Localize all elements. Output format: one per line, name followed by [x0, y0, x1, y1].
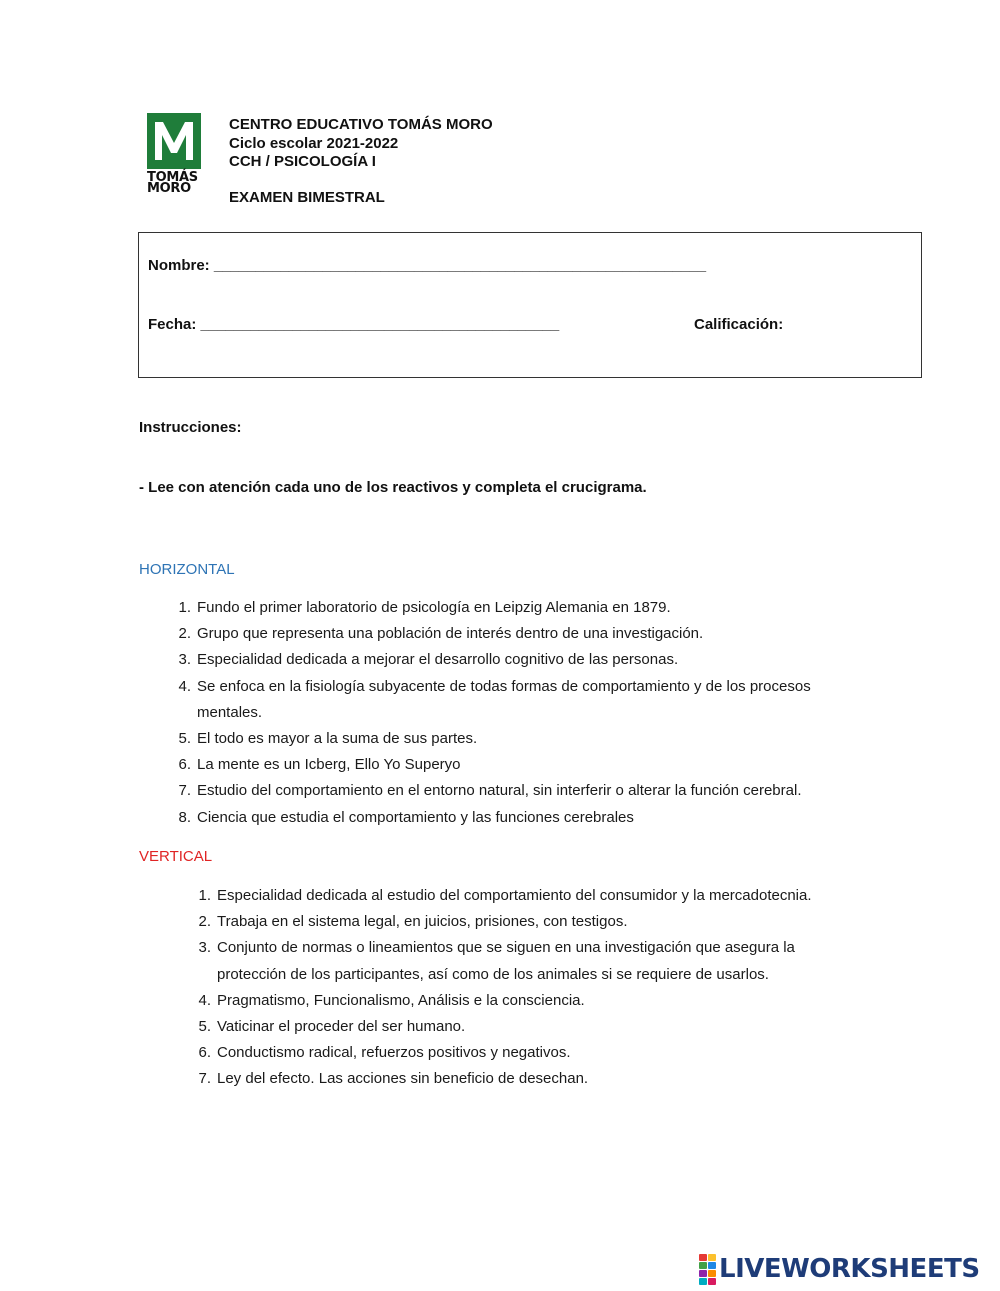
exam-title: EXAMEN BIMESTRAL — [229, 188, 385, 206]
clue-number: 7. — [178, 782, 191, 800]
clue-text: Fundo el primer laboratorio de psicología en Leipzig Alemania en 1879. — [197, 599, 671, 616]
clue-text: Trabaja en el sistema legal, en juicios, prisiones, con testigos. — [217, 913, 628, 931]
list-item — [178, 778, 857, 804]
clue-number: 3. — [178, 651, 191, 669]
clue-number: 1. — [178, 599, 191, 616]
school-name: CENTRO EDUCATIVO TOMÁS MORO — [229, 116, 493, 133]
clue-number: 7. — [198, 1070, 211, 1088]
clue-number: 3. — [198, 939, 211, 957]
school-logo — [147, 113, 203, 194]
clue-number: 2. — [198, 913, 211, 931]
clue-number: 5. — [198, 1018, 211, 1036]
tomas-moro-logo-icon — [147, 113, 201, 169]
watermark-text: LIVEWORKSHEETS — [719, 1254, 980, 1284]
clue-number: 1. — [198, 887, 211, 904]
clue-text: Especialidad dedicada al estudio del comportamiento del consumidor y la mercadotecnia. — [217, 887, 812, 904]
student-info-box — [138, 232, 922, 378]
clue-text: Grupo que representa una población de interés dentro de una investigación. — [197, 625, 704, 643]
list-item — [198, 909, 857, 935]
list-item — [198, 1040, 857, 1066]
vertical-section-title: VERTICAL — [139, 848, 213, 865]
document-header — [229, 116, 493, 207]
vertical-clue-list — [198, 883, 857, 1093]
clue-number: 8. — [178, 808, 191, 826]
list-item — [198, 935, 857, 987]
list-item — [178, 805, 857, 831]
clue-text: Conductismo radical, refuerzos positivos y negativos. — [217, 1044, 571, 1062]
clue-number: 4. — [178, 677, 191, 695]
clue-text: Ciencia que estudia el comportamiento y las funciones cerebrales — [197, 808, 634, 826]
clue-text: Pragmatismo, Funcionalismo, Análisis e la consciencia. — [217, 991, 585, 1009]
clue-text: Se enfoca en la fisiología subyacente de todas formas de comportamiento y de los procesos mentales. — [197, 677, 811, 721]
date-field[interactable]: Fecha: ___________________________________________ — [148, 316, 560, 333]
clue-text: Vaticinar el proceder del ser humano. — [217, 1018, 466, 1036]
clue-text: Especialidad dedicada a mejorar el desarrollo cognitivo de las personas. — [197, 651, 679, 669]
clue-number: 6. — [198, 1044, 211, 1062]
clue-text: El todo es mayor a la suma de sus partes. — [197, 730, 478, 748]
list-item — [178, 621, 857, 647]
course-name: CCH / PSICOLOGÍA I — [229, 153, 376, 170]
list-item — [178, 726, 857, 752]
horizontal-clue-list — [178, 595, 857, 831]
list-item — [178, 674, 857, 726]
list-item — [198, 883, 857, 909]
list-item — [178, 595, 857, 621]
liveworksheets-watermark — [699, 1254, 980, 1284]
clue-number: 6. — [178, 756, 191, 774]
clue-number: 2. — [178, 625, 191, 643]
horizontal-section-title: HORIZONTAL — [139, 561, 235, 578]
list-item — [178, 752, 857, 778]
list-item — [198, 1066, 857, 1092]
clue-text: Estudio del comportamiento en el entorno natural, sin interferir o alterar la función cerebral. — [197, 782, 802, 800]
clue-text: Ley del efecto. Las acciones sin beneficio de desechan. — [217, 1070, 589, 1088]
clue-number: 5. — [178, 730, 191, 748]
list-item — [198, 1014, 857, 1040]
logo-text-line2: MORO — [147, 181, 191, 196]
logo-text-line1: TOMÁS — [147, 170, 198, 185]
instructions-title: Instrucciones: — [139, 419, 242, 436]
instructions-text: - Lee con atención cada uno de los reactivos y completa el crucigrama. — [139, 479, 647, 496]
school-cycle: Ciclo escolar 2021-2022 — [229, 134, 399, 152]
clue-number: 4. — [198, 991, 211, 1009]
clue-text: La mente es un Icberg, Ello Yo Superyo — [197, 756, 461, 774]
grade-field[interactable]: Calificación: — [694, 316, 784, 333]
list-item — [178, 647, 857, 673]
clue-text: Conjunto de normas o lineamientos que se siguen en una investigación que asegura la protección de los participantes, así como de los animales si se requiere de usarlos. — [217, 939, 795, 983]
liveworksheets-badge-icon — [699, 1254, 716, 1285]
name-field[interactable]: Nombre: ___________________________________________________________ — [148, 257, 707, 274]
list-item — [198, 988, 857, 1014]
